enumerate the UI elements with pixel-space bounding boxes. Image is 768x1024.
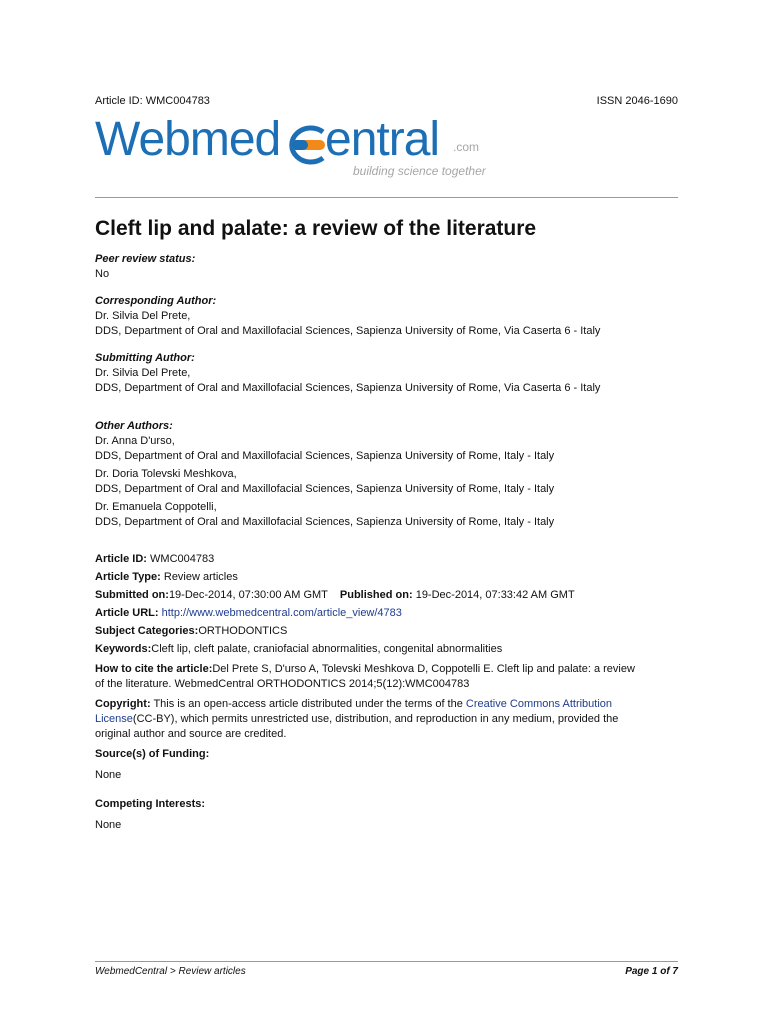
subject-row xyxy=(95,624,678,639)
competing-interests-value: None xyxy=(95,819,122,831)
other-author-affiliation: DDS, Department of Oral and Maxillofacial Sciences, Sapienza University of Rome, Italy - Italy xyxy=(95,516,555,528)
copyright-label: Copyright: xyxy=(95,698,151,710)
other-author-item xyxy=(95,500,554,530)
corresponding-author-affiliation: DDS, Department of Oral and Maxillofacial Sciences, Sapienza University of Rome, Via Caserta 6 - Italy xyxy=(95,325,601,337)
copyright-row xyxy=(95,697,678,742)
cite-value-line2: of the literature. WebmedCentral ORTHODONTICS 2014;5(12):WMC004783 xyxy=(95,678,470,690)
logo-dotcom: .com xyxy=(453,140,480,154)
keywords-label: Keywords: xyxy=(95,643,152,655)
keywords-row xyxy=(95,642,678,657)
corresponding-author-label: Corresponding Author: xyxy=(95,295,217,307)
header-issn: ISSN 2046-1690 xyxy=(596,95,678,107)
article-title: Cleft lip and palate: a review of the literature xyxy=(95,217,537,240)
article-type-label: Article Type: xyxy=(95,571,161,583)
article-id-value: WMC004783 xyxy=(146,553,215,565)
competing-interests-label: Competing Interests: xyxy=(95,798,206,810)
footer-breadcrumb: WebmedCentral > Review articles xyxy=(95,966,246,977)
article-url-label: Article URL: xyxy=(95,607,159,619)
submitting-author-name: Dr. Silvia Del Prete, xyxy=(95,367,191,379)
article-url-link[interactable]: http://www.webmedcentral.com/article_view/4783 xyxy=(161,607,402,619)
submitted-label: Submitted on: xyxy=(95,589,169,601)
article-id-label: Article ID: xyxy=(95,553,147,565)
submitted-value: 19-Dec-2014, 07:30:00 AM GMT xyxy=(168,589,328,601)
other-author-affiliation: DDS, Department of Oral and Maxillofacial Sciences, Sapienza University of Rome, Italy - Italy xyxy=(95,450,555,462)
funding-value: None xyxy=(95,769,122,781)
header-article-id: Article ID: WMC004783 xyxy=(95,95,210,107)
other-authors-label: Other Authors: xyxy=(95,420,173,432)
logo-text-webmed: Webmed xyxy=(95,113,281,166)
copyright-post2: original author and source are credited. xyxy=(95,728,287,740)
header-divider xyxy=(95,197,678,198)
creative-commons-link[interactable]: Creative Commons Attribution xyxy=(465,698,613,710)
license-link[interactable]: License xyxy=(95,713,133,725)
other-author-item xyxy=(95,434,554,464)
article-id-row xyxy=(95,552,678,567)
other-author-item xyxy=(95,467,554,497)
other-author-name: Dr. Doria Tolevski Meshkova, xyxy=(95,468,237,480)
funding-label: Source(s) of Funding: xyxy=(95,748,210,760)
peer-review-value: No xyxy=(95,268,110,280)
cite-row xyxy=(95,662,678,692)
footer-divider xyxy=(95,961,678,962)
other-author-name: Dr. Anna D'urso, xyxy=(95,435,175,447)
webmedcentral-logo xyxy=(95,110,505,182)
logo-capsule-c-icon xyxy=(281,124,331,166)
corresponding-author-name: Dr. Silvia Del Prete, xyxy=(95,310,191,322)
logo-text-entral: entral xyxy=(325,113,440,166)
other-author-name: Dr. Emanuela Coppotelli, xyxy=(95,501,217,513)
article-url-row xyxy=(95,606,678,621)
peer-review-label: Peer review status: xyxy=(95,253,196,265)
keywords-value: Cleft lip, cleft palate, craniofacial abnormalities, congenital abnormalities xyxy=(151,643,503,655)
footer-page-number: Page 1 of 7 xyxy=(625,966,678,977)
other-author-affiliation: DDS, Department of Oral and Maxillofacial Sciences, Sapienza University of Rome, Italy - Italy xyxy=(95,483,555,495)
published-label: Published on: xyxy=(339,589,413,601)
dates-row xyxy=(95,588,678,603)
subject-value: ORTHODONTICS xyxy=(198,625,288,637)
subject-label: Subject Categories: xyxy=(95,625,199,637)
copyright-post1: (CC-BY), which permits unrestricted use, distribution, and reproduction in any medium, provided the xyxy=(132,713,619,725)
published-value: 19-Dec-2014, 07:33:42 AM GMT xyxy=(412,589,575,601)
cite-value-line1: Del Prete S, D'urso A, Tolevski Meshkova D, Coppotelli E. Cleft lip and palate: a review xyxy=(212,663,635,675)
article-type-value: Review articles xyxy=(160,571,238,583)
copyright-pre: This is an open-access article distributed under the terms of the xyxy=(150,698,466,710)
submitting-author-label: Submitting Author: xyxy=(95,352,195,364)
logo-tagline: building science together xyxy=(353,164,486,178)
submitting-author-affiliation: DDS, Department of Oral and Maxillofacial Sciences, Sapienza University of Rome, Via Caserta 6 - Italy xyxy=(95,382,601,394)
cite-label: How to cite the article: xyxy=(95,663,213,675)
article-type-row xyxy=(95,570,678,585)
